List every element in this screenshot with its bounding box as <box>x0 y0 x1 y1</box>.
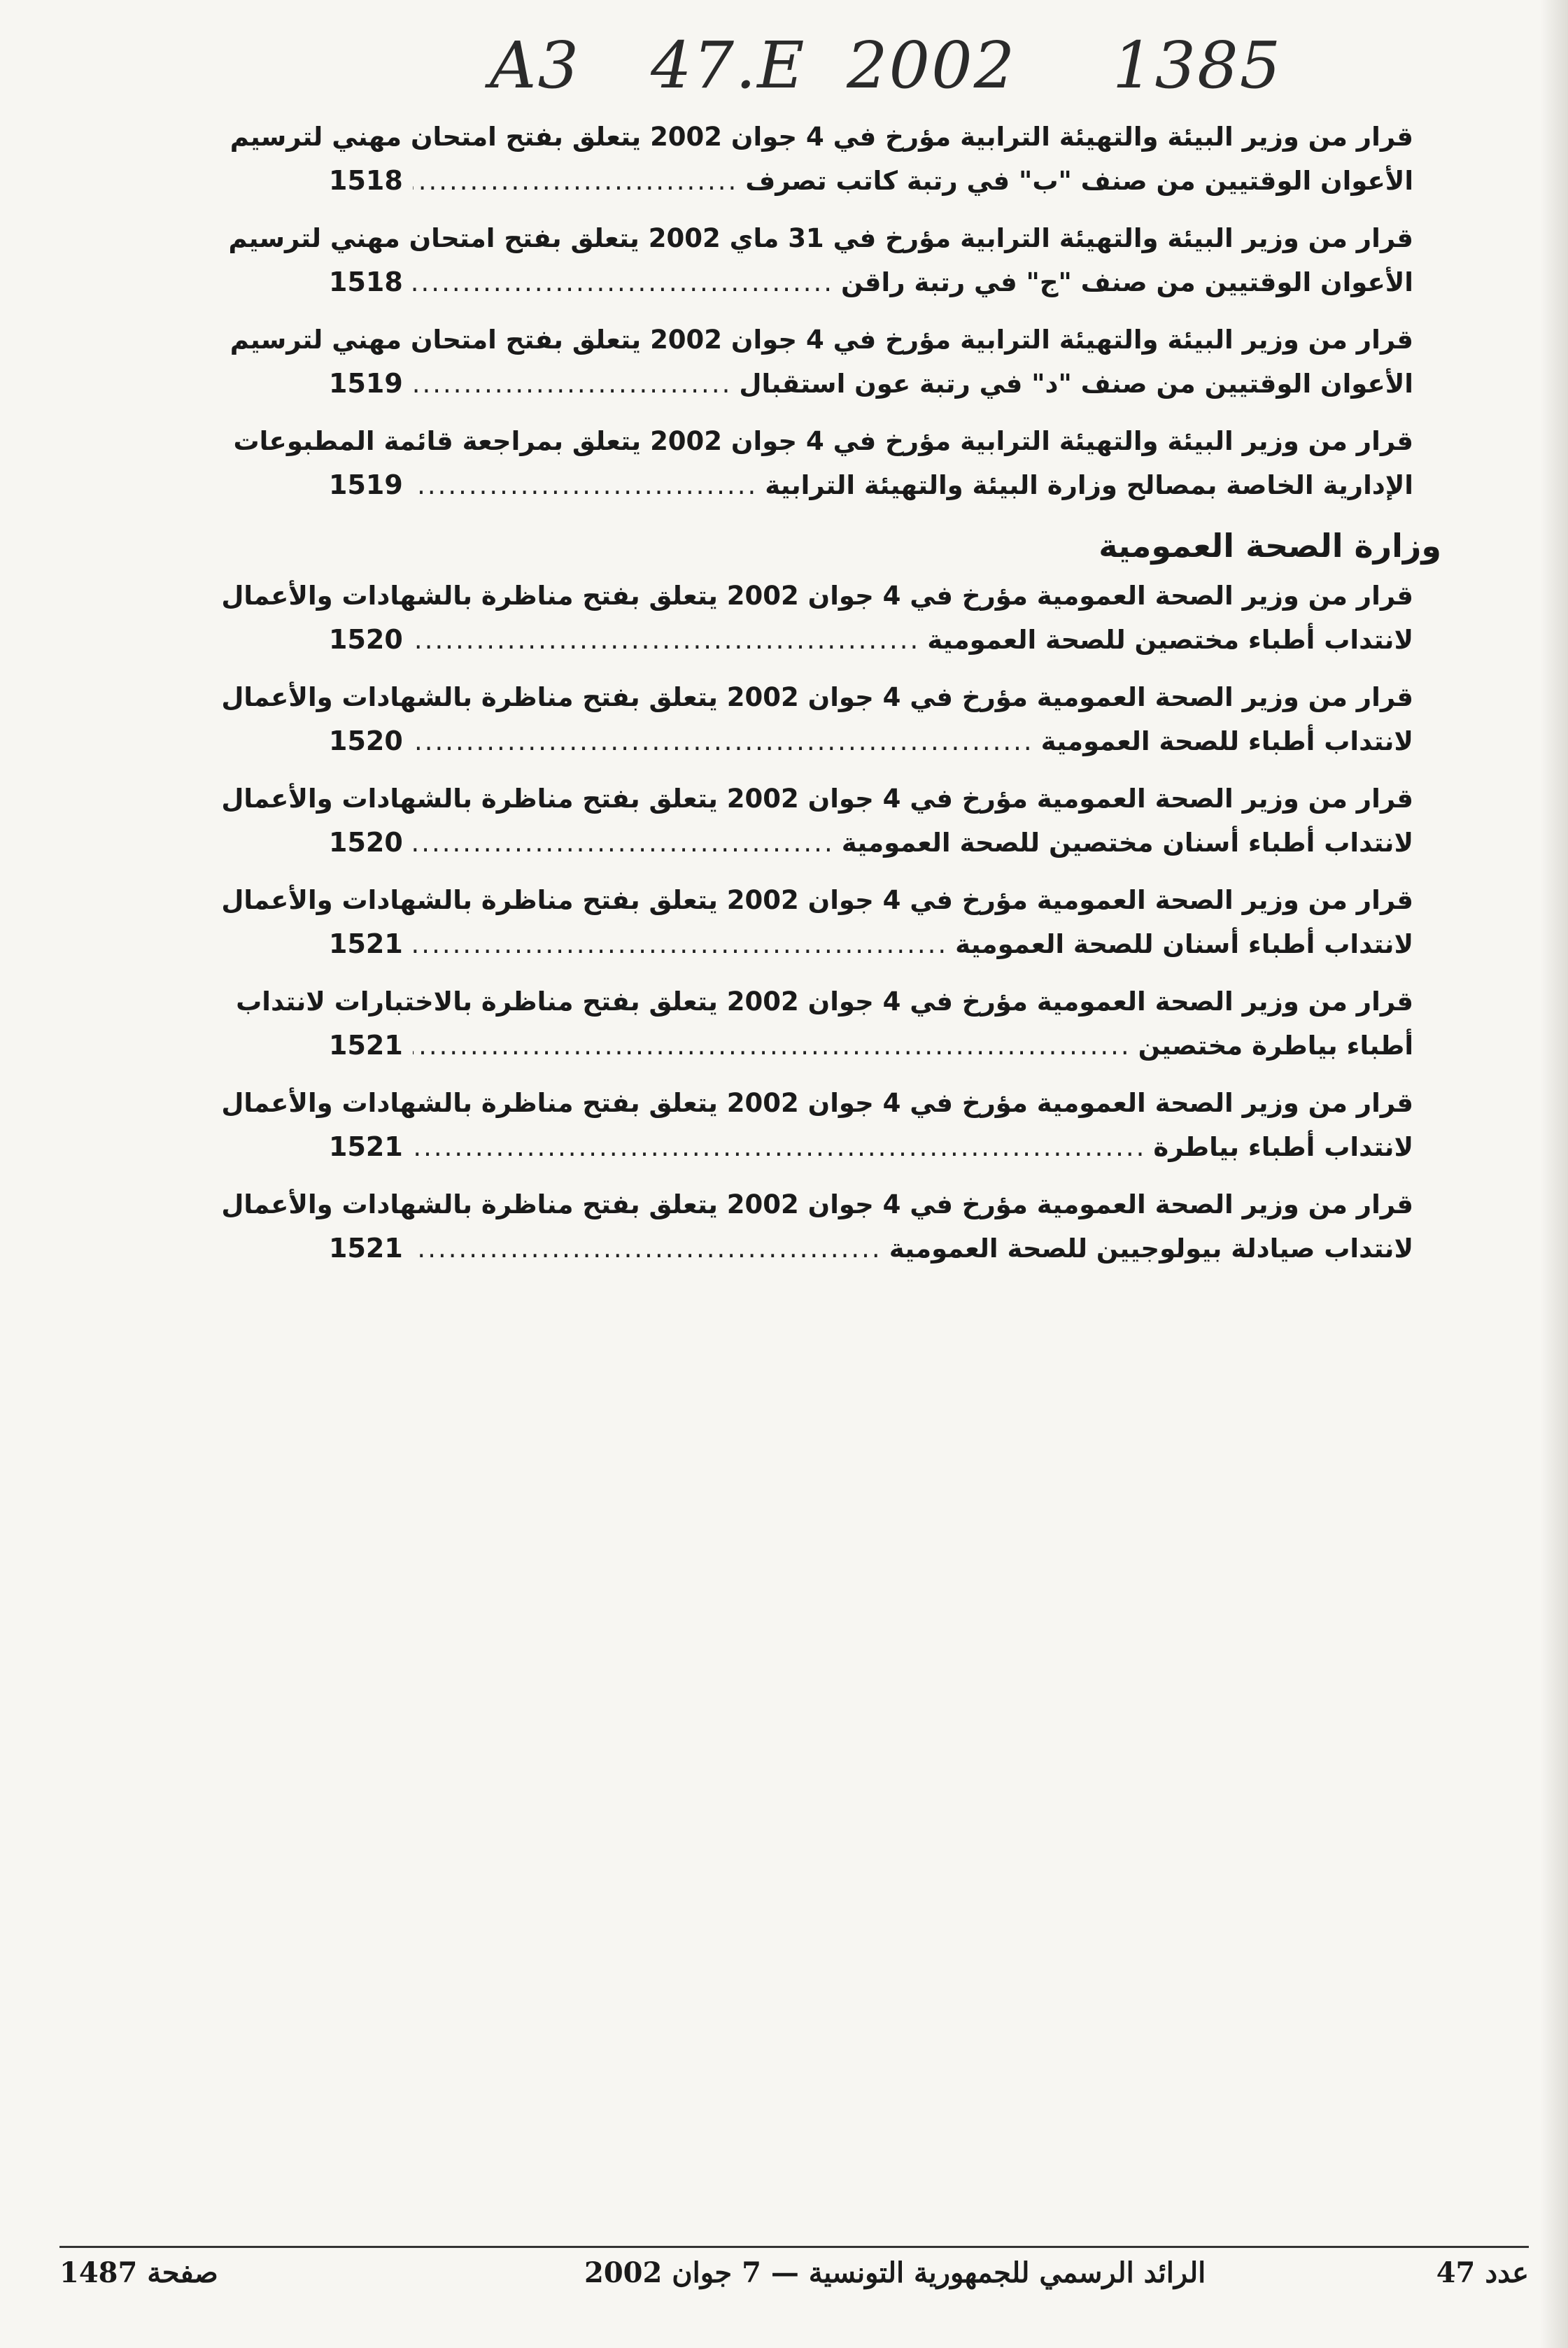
toc-entry <box>229 318 1413 406</box>
toc-entry-page: 1518 <box>329 165 403 196</box>
table-of-contents <box>221 115 1441 1285</box>
toc-entry-title-line2 <box>329 260 1413 304</box>
toc-entry-title-line1: قرار من وزير البيئة والتهيئة الترابية مؤرخ في 31 ماي 2002 يتعلق بفتح امتحان مهني لترسيم <box>228 223 1413 253</box>
toc-entry-title-line1: قرار من وزير البيئة والتهيئة الترابية مؤرخ في 4 جوان 2002 يتعلق بمراجعة قائمة المطبوعات <box>233 426 1413 456</box>
toc-entry-title-line1: قرار من وزير البيئة والتهيئة الترابية مؤرخ في 4 جوان 2002 يتعلق بفتح امتحان مهني لترسيم <box>229 122 1413 152</box>
toc-entry-title-line2 <box>329 159 1413 203</box>
toc-entry-page: 1519 <box>329 368 403 399</box>
toc-entry-title-line2 <box>329 463 1413 507</box>
handwritten-note-part-4: 1385 <box>1113 28 1283 103</box>
toc-entry-title-line2 <box>329 719 1413 763</box>
toc-entry-title-line2 <box>329 1125 1413 1169</box>
toc-entry-title-line2 <box>329 1024 1413 1068</box>
page-footer <box>59 2256 1529 2305</box>
dot-leader <box>413 464 758 507</box>
toc-entry-title-end: الأعوان الوقتيين من صنف "د" في رتبة عون استقبال <box>739 369 1413 399</box>
toc-entry-title-end: لانتداب أطباء أسنان مختصين للصحة العمومية <box>841 828 1413 858</box>
toc-entry-title-end: الأعوان الوقتيين من صنف "ج" في رتبة راقن <box>841 267 1413 297</box>
footer-issue-number: عدد 47 <box>1436 2256 1529 2289</box>
toc-entry-page: 1521 <box>329 928 403 959</box>
toc-entry <box>228 217 1413 304</box>
section-heading-public-health: وزارة الصحة العمومية <box>1099 527 1441 565</box>
toc-entry <box>229 115 1413 203</box>
toc-entry-title-line2 <box>329 362 1413 406</box>
dot-leader <box>413 261 834 304</box>
handwritten-note <box>0 21 1568 126</box>
toc-entry-page: 1520 <box>329 726 403 756</box>
dot-leader <box>413 1227 882 1271</box>
dot-leader <box>413 160 738 203</box>
toc-entry-title-end: أطباء بياطرة مختصين <box>1138 1031 1413 1061</box>
dot-leader <box>413 1126 1146 1169</box>
footer-journal-title: الرائد الرسمي للجمهورية التونسية — 7 جوان 2002 <box>584 2256 1206 2289</box>
toc-entry-page: 1520 <box>329 624 403 655</box>
page-edge-shadow <box>1540 0 1568 2348</box>
toc-entry <box>221 1183 1413 1271</box>
dot-leader <box>413 923 948 966</box>
handwritten-note-part-2: 47.E <box>651 28 806 103</box>
dot-leader <box>413 618 920 662</box>
toc-entry <box>233 420 1413 507</box>
footer-page-number: صفحة 1487 <box>59 2256 218 2289</box>
toc-entry-page: 1520 <box>329 827 403 858</box>
dot-leader <box>413 1024 1131 1068</box>
toc-entry-title-line1: قرار من وزير الصحة العمومية مؤرخ في 4 جوان 2002 يتعلق بفتح مناظرة بالشهادات والأعمال <box>221 1189 1413 1219</box>
toc-entry-page: 1521 <box>329 1233 403 1264</box>
toc-entry <box>221 879 1413 966</box>
handwritten-note-part-1: A3 <box>490 28 580 103</box>
toc-entry-title-line1: قرار من وزير الصحة العمومية مؤرخ في 4 جوان 2002 يتعلق بفتح مناظرة بالشهادات والأعمال <box>221 682 1413 712</box>
toc-entry-title-line2 <box>329 821 1413 865</box>
toc-entry-title-line2 <box>329 618 1413 662</box>
toc-entry <box>221 1082 1413 1169</box>
toc-entry-page: 1521 <box>329 1131 403 1162</box>
footer-rule <box>59 2246 1529 2248</box>
toc-entry-title-end: لانتداب أطباء بياطرة <box>1153 1132 1413 1162</box>
toc-entry <box>236 980 1413 1068</box>
toc-entry <box>221 676 1413 763</box>
toc-entry-title-end: الأعوان الوقتيين من صنف "ب" في رتبة كاتب تصرف <box>745 166 1413 196</box>
dot-leader <box>413 720 1034 763</box>
toc-entry-title-line1: قرار من وزير البيئة والتهيئة الترابية مؤرخ في 4 جوان 2002 يتعلق بفتح امتحان مهني لترسيم <box>229 325 1413 355</box>
toc-entry-title-line1: قرار من وزير الصحة العمومية مؤرخ في 4 جوان 2002 يتعلق بفتح مناظرة بالشهادات والأعمال <box>221 1088 1413 1118</box>
toc-entry-title-line2 <box>329 1226 1413 1271</box>
toc-entry-title-end: لانتداب أطباء أسنان للصحة العمومية <box>955 929 1413 959</box>
toc-entry-title-line1: قرار من وزير الصحة العمومية مؤرخ في 4 جوان 2002 يتعلق بفتح مناظرة بالشهادات والأعمال <box>221 885 1413 915</box>
toc-entry-title-line1: قرار من وزير الصحة العمومية مؤرخ في 4 جوان 2002 يتعلق بفتح مناظرة بالشهادات والأعمال <box>221 784 1413 814</box>
toc-entry-page: 1521 <box>329 1030 403 1061</box>
handwritten-note-part-3: 2002 <box>847 28 1017 103</box>
toc-entry-page: 1518 <box>329 267 403 297</box>
toc-entry <box>221 574 1413 662</box>
dot-leader <box>413 821 835 865</box>
toc-entry-title-line1: قرار من وزير الصحة العمومية مؤرخ في 4 جوان 2002 يتعلق بفتح مناظرة بالاختبارات لانتداب <box>236 986 1413 1017</box>
dot-leader <box>413 362 732 406</box>
toc-entry-title-end: لانتداب صيادلة بيولوجيين للصحة العمومية <box>889 1233 1413 1264</box>
toc-entry-title-end: لانتداب أطباء للصحة العمومية <box>1040 726 1413 756</box>
toc-entry-page: 1519 <box>329 469 403 500</box>
toc-entry-title-line2 <box>329 922 1413 966</box>
toc-entry-title-end: الإدارية الخاصة بمصالح وزارة البيئة والتهيئة الترابية <box>765 470 1413 500</box>
toc-entry <box>221 777 1413 865</box>
toc-entry-title-line1: قرار من وزير الصحة العمومية مؤرخ في 4 جوان 2002 يتعلق بفتح مناظرة بالشهادات والأعمال <box>221 581 1413 611</box>
toc-entry-title-end: لانتداب أطباء مختصين للصحة العمومية <box>927 625 1413 655</box>
